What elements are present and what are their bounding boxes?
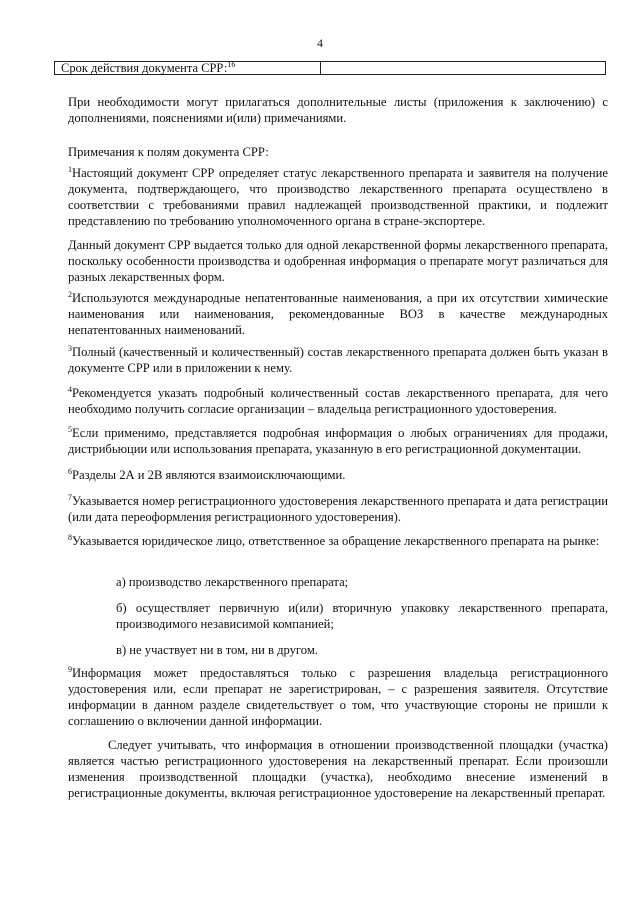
final-paragraph: Следует учитывать, что информация в отношении производственной площадки (участка) является частью регистрационного удостоверения на лекарственный препарат. Если произошли изменения производственной площадки (участка), необходимо внесение изменений в регистрационные документы, включая регистрационное удостоверение на лекарственный препарат. [68,738,608,800]
note-2-text: Используются международные непатентованные наименования, а при их отсутствии химические наименования или наименования, рекомендованные ВОЗ в качестве международных непатентованных наименований. [68,291,608,337]
note-8-item-a: а) производство лекарственного препарата; [116,575,349,589]
note-8 [68,534,608,550]
note-3-number: 3 [68,344,72,353]
note-5-text: Если применимо, представляется подробная информация о любых ограничениях для продажи, дистрибьюции или использования препарата, указанную в его регистрационной документации. [68,426,608,456]
note-7-number: 7 [68,493,72,502]
note-7 [68,494,608,526]
note-9 [68,666,608,730]
note-6-text: Разделы 2А и 2В являются взаимоисключающими. [72,468,346,482]
note-8-item-c: в) не участвует ни в том, ни в другом. [116,643,318,657]
note-2-number: 2 [68,290,72,299]
note-1 [68,166,608,230]
note-1-continuation: Данный документ СРР выдается только для одной лекарственной формы лекарственного препарата, поскольку особенности производства и одобренная информация о препарате могут различаться для разных лекарственных форм. [68,238,608,284]
note-4-text: Рекомендуется указать подробный количественный состав лекарственного препарата, для чего необходимо получить согласие организации – владельца регистрационного удостоверения. [68,386,608,416]
note-5 [68,426,608,458]
note-3 [68,345,608,377]
note-1-number: 1 [68,165,72,174]
notes-heading: Примечания к полям документа СРР: [68,145,269,159]
note-8-item-b: б) осуществляет первичную и(или) вторичную упаковку лекарственного препарата, производимого независимой компанией; [116,601,608,631]
note-8-number: 8 [68,533,72,542]
footnote-ref-16: 16 [227,60,236,69]
note-2 [68,291,608,339]
note-3-text: Полный (качественный и количественный) состав лекарственного препарата должен быть указан в документе СРР или в приложении к нему. [68,345,608,375]
validity-label-cell [55,62,321,74]
note-8-text: Указывается юридическое лицо, ответственное за обращение лекарственного препарата на рынке: [72,534,600,548]
note-6 [68,468,608,484]
intro-paragraph: При необходимости могут прилагаться дополнительные листы (приложения к заключению) с дополнениями, пояснениями и(или) примечаниями. [68,95,608,125]
note-9-text: Информация может предоставляться только с разрешения владельца регистрационного удостоверения или, если препарат не зарегистрирован, – с разрешения заявителя. Отсутствие информации в данном разделе свидетельствует о том, что участвующие стороны не пришли к соглашению о включении данной информации. [68,666,608,728]
note-4 [68,386,608,418]
note-5-number: 5 [68,425,72,434]
note-9-number: 9 [68,665,72,674]
note-6-number: 6 [68,467,72,476]
note-1-text: Настоящий документ СРР определяет статус лекарственного препарата и заявителя на получение документа, подтверждающего, что производство лекарственного препарата осуществлено в соответствии с требованиями правил надлежащей производственной практики, и подлежит представлению по требованию уполномоченного органа в стране-экспортере. [68,166,608,228]
page-number: 4 [317,36,323,50]
validity-table [54,61,606,75]
note-4-number: 4 [68,385,72,394]
note-7-text: Указывается номер регистрационного удостоверения лекарственного препарата и дата регистрации (или дата переоформления регистрационного удостоверения). [68,494,608,524]
validity-label: Срок действия документа СРР: [61,61,228,75]
